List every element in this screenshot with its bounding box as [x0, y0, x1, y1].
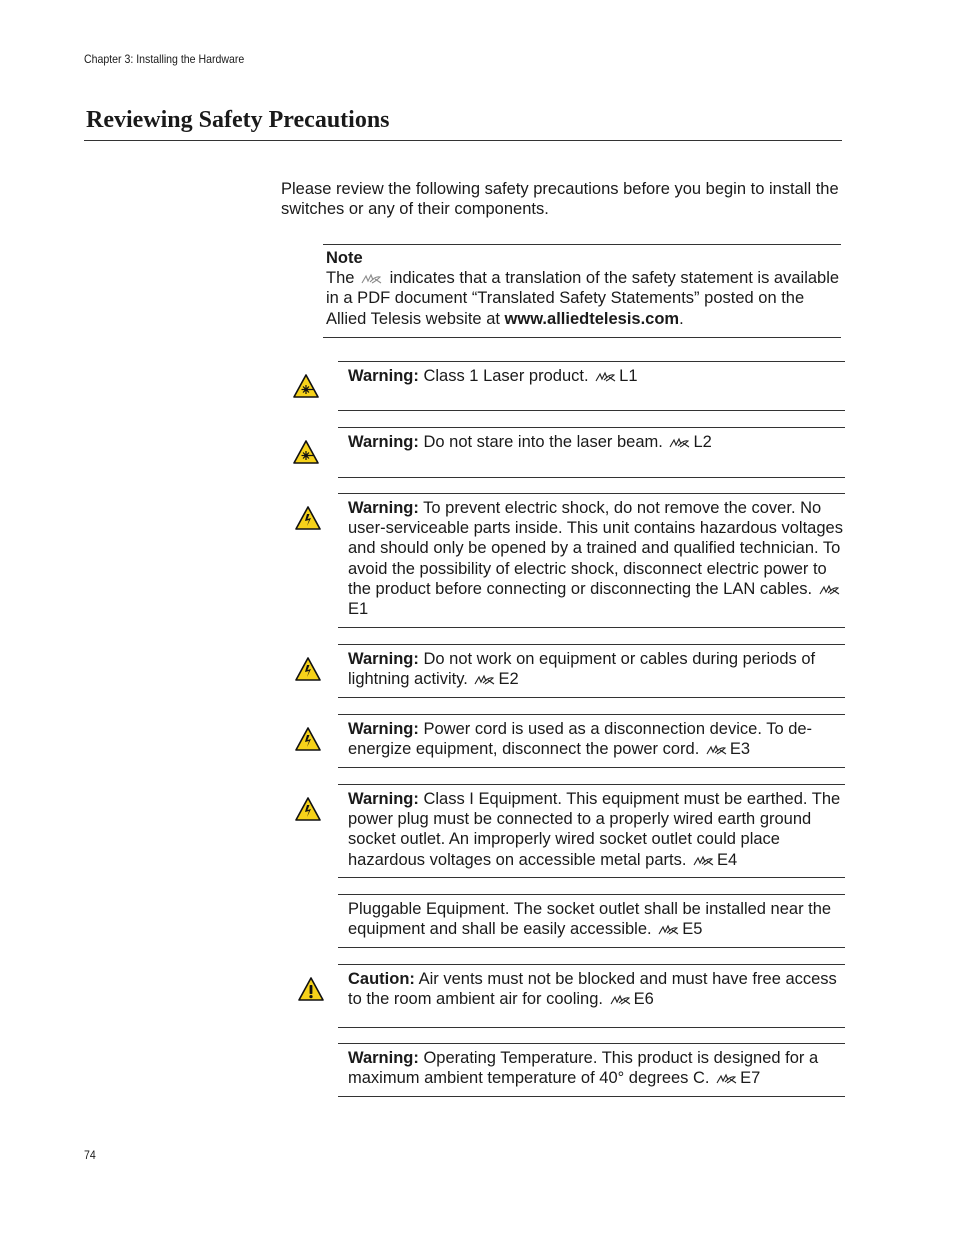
statement-lead: Warning:	[348, 650, 419, 668]
statement-code: L2	[693, 433, 712, 451]
statement-text: Class I Equipment. This equipment must be earthed. The power plug must be connected to a properly wired earth ground socket outlet. An improperly wired socket outlet could place hazardous voltages on accessible metal parts.	[348, 790, 841, 869]
note-text-after: .	[679, 309, 684, 328]
caution-icon	[297, 976, 325, 1002]
website-link[interactable]: www.alliedtelesis.com	[504, 309, 680, 328]
warning-statement	[338, 644, 845, 698]
translation-symbol-icon	[693, 855, 715, 867]
warning-statement	[338, 784, 845, 878]
intro-paragraph: Please review the following safety precautions before you begin to install the switches or any of their components.	[281, 180, 839, 219]
statement-lead: Caution:	[348, 970, 415, 988]
caution-statement	[338, 964, 845, 1028]
laser-warning-icon	[292, 373, 320, 399]
warning-statement	[338, 361, 845, 411]
statement-code: E3	[729, 740, 751, 759]
translation-symbol-icon	[595, 371, 617, 383]
warning-statement	[338, 1043, 845, 1097]
statement-text: Pluggable Equipment. The socket outlet shall be installed near the equipment and shall be easily accessible.	[348, 900, 832, 939]
note-body	[326, 268, 841, 329]
note-heading: Note	[326, 249, 363, 267]
statement-text: Operating Temperature. This product is designed for a maximum ambient temperature of 40° degrees C.	[348, 1049, 819, 1088]
warning-statement	[338, 894, 845, 948]
translation-symbol-icon	[474, 674, 496, 686]
electric-shock-warning-icon	[294, 656, 322, 682]
electric-shock-warning-icon	[294, 796, 322, 822]
translation-symbol-icon	[610, 994, 632, 1006]
statement-code: L1	[619, 367, 638, 385]
statement-code: E4	[717, 850, 738, 869]
statement-code: E1	[348, 600, 369, 619]
statement-text: Do not work on equipment or cables during periods of lightning activity.	[348, 650, 816, 689]
translation-symbol-icon	[361, 273, 383, 285]
translation-symbol-icon	[819, 584, 841, 596]
statement-code: E5	[682, 920, 703, 939]
statement-code: E2	[498, 670, 519, 689]
statement-lead: Warning:	[348, 790, 419, 808]
translation-symbol-icon	[706, 744, 728, 756]
statement-lead: Warning:	[348, 1049, 419, 1067]
statement-text: To prevent electric shock, do not remove the cover. No user-serviceable parts inside. This unit contains hazardous voltages and should only be opened by a trained and qualified technician. To avoid the possibility of electric shock, disconnect electric power to the product before connecting or disconnecting the LAN cables.	[348, 499, 843, 598]
statement-text: Class 1 Laser product.	[423, 367, 589, 385]
statement-code: E6	[633, 990, 654, 1009]
warning-statement	[338, 714, 845, 768]
page-number: 74	[84, 1148, 96, 1162]
running-head: Chapter 3: Installing the Hardware	[84, 52, 245, 66]
section-title: Reviewing Safety Precautions	[86, 107, 390, 133]
electric-shock-warning-icon	[294, 505, 322, 531]
statement-code: E7	[740, 1069, 761, 1088]
statement-text: Air vents must not be blocked and must have free access to the room ambient air for cooling.	[348, 970, 837, 1009]
translation-symbol-icon	[658, 924, 680, 936]
electric-shock-warning-icon	[294, 726, 322, 752]
translation-symbol-icon	[716, 1073, 738, 1085]
statement-lead: Warning:	[348, 499, 419, 517]
warning-statement	[338, 493, 845, 628]
statement-text: Do not stare into the laser beam.	[423, 433, 663, 451]
note-text-before: The	[326, 269, 355, 288]
title-rule	[84, 140, 842, 141]
note-text-middle: indicates that a translation of the safety statement is available in a PDF document “Translated Safety Statements” posted on the Allied Telesis website at	[326, 269, 840, 328]
statement-lead: Warning:	[348, 720, 419, 738]
laser-warning-icon	[292, 439, 320, 465]
note-box	[323, 244, 841, 338]
warning-statement	[338, 427, 845, 478]
statement-lead: Warning:	[348, 433, 419, 451]
statement-lead: Warning:	[348, 367, 419, 385]
translation-symbol-icon	[669, 437, 691, 449]
statement-text: Power cord is used as a disconnection device. To de-energize equipment, disconnect the power cord.	[348, 720, 813, 759]
